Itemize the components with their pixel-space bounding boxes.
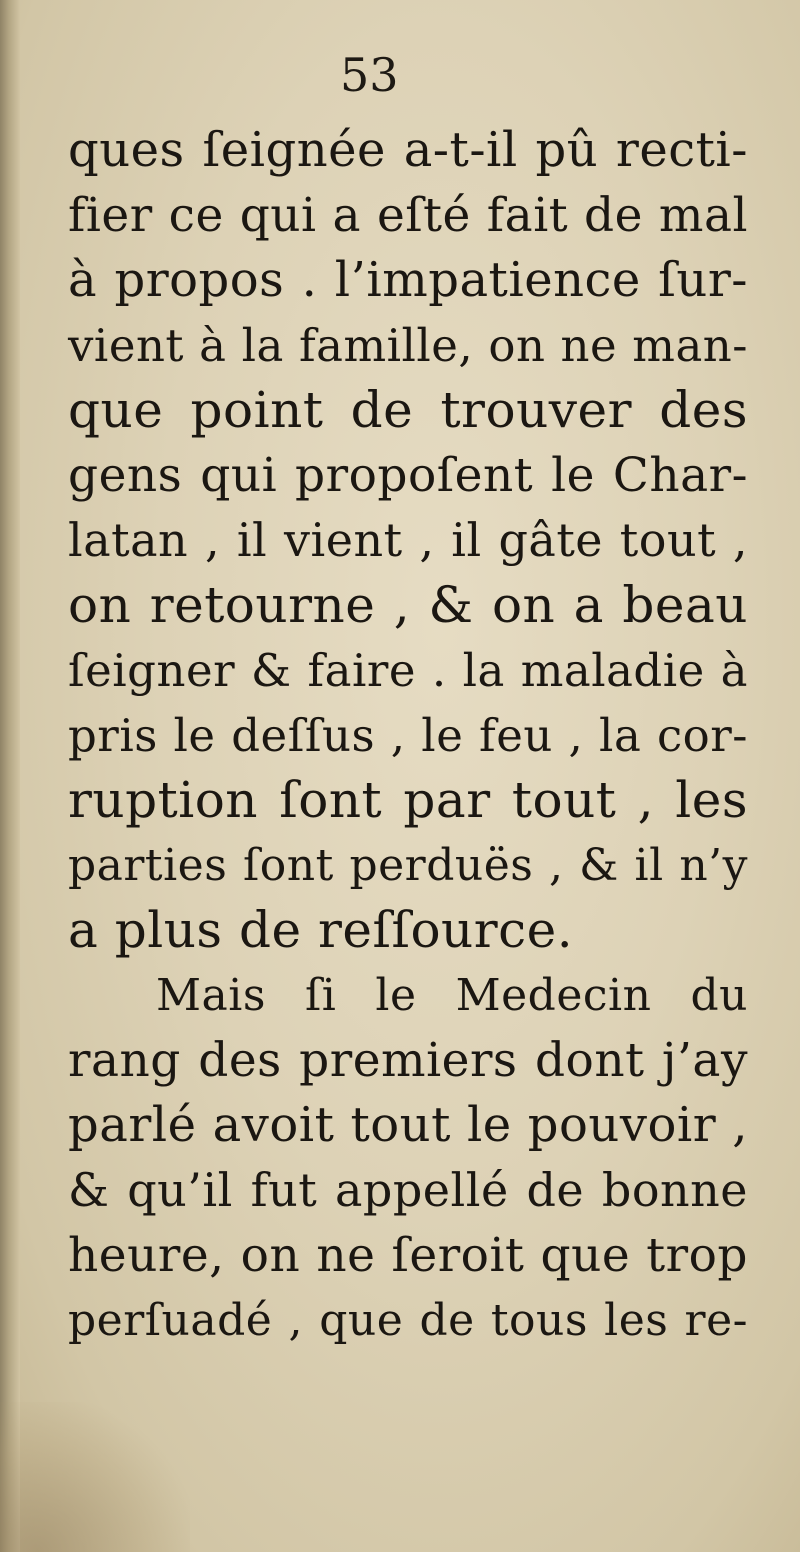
text-line: rang des premiers dont j’ay bbox=[68, 1033, 748, 1088]
page-number: 53 bbox=[340, 48, 399, 102]
text-line: ques ſeignée a-t-il pû recti- bbox=[68, 122, 748, 178]
text-line: que point de trouver des bbox=[68, 381, 748, 439]
text-line: on retourne , & on a beau bbox=[68, 576, 748, 634]
text-line: fier ce qui a eſté fait de mal bbox=[68, 188, 748, 243]
text-line: a plus de reſſource. bbox=[68, 901, 574, 959]
text-line: parlé avoit tout le pouvoir , bbox=[68, 1097, 748, 1153]
text-line: perſuadé , que de tous les re- bbox=[68, 1295, 748, 1346]
text-line: parties ſont perduës , & il n’y bbox=[68, 840, 748, 891]
text-line: vient à la famille, on ne man- bbox=[68, 319, 748, 372]
text-line: latan , il vient , il gâte tout , bbox=[68, 513, 748, 567]
text-line: ſeigner & faire . la maladie à bbox=[68, 644, 748, 697]
text-line: ruption ſont par tout , les bbox=[68, 771, 748, 829]
text-line: pris le deſſus , le feu , la cor- bbox=[68, 709, 748, 762]
text-line: & qu’il fut appellé de bonne bbox=[68, 1163, 748, 1217]
page-gutter bbox=[0, 0, 20, 1552]
body-text bbox=[68, 118, 748, 1353]
text-line: heure, on ne ſeroit que trop bbox=[68, 1228, 748, 1283]
text-line: Mais ſi le Medecin du bbox=[156, 970, 748, 1021]
text-line: gens qui propoſent le Char- bbox=[68, 448, 748, 503]
paper-stain bbox=[0, 1402, 190, 1552]
text-line: à propos . l’impatience ſur- bbox=[68, 252, 748, 308]
